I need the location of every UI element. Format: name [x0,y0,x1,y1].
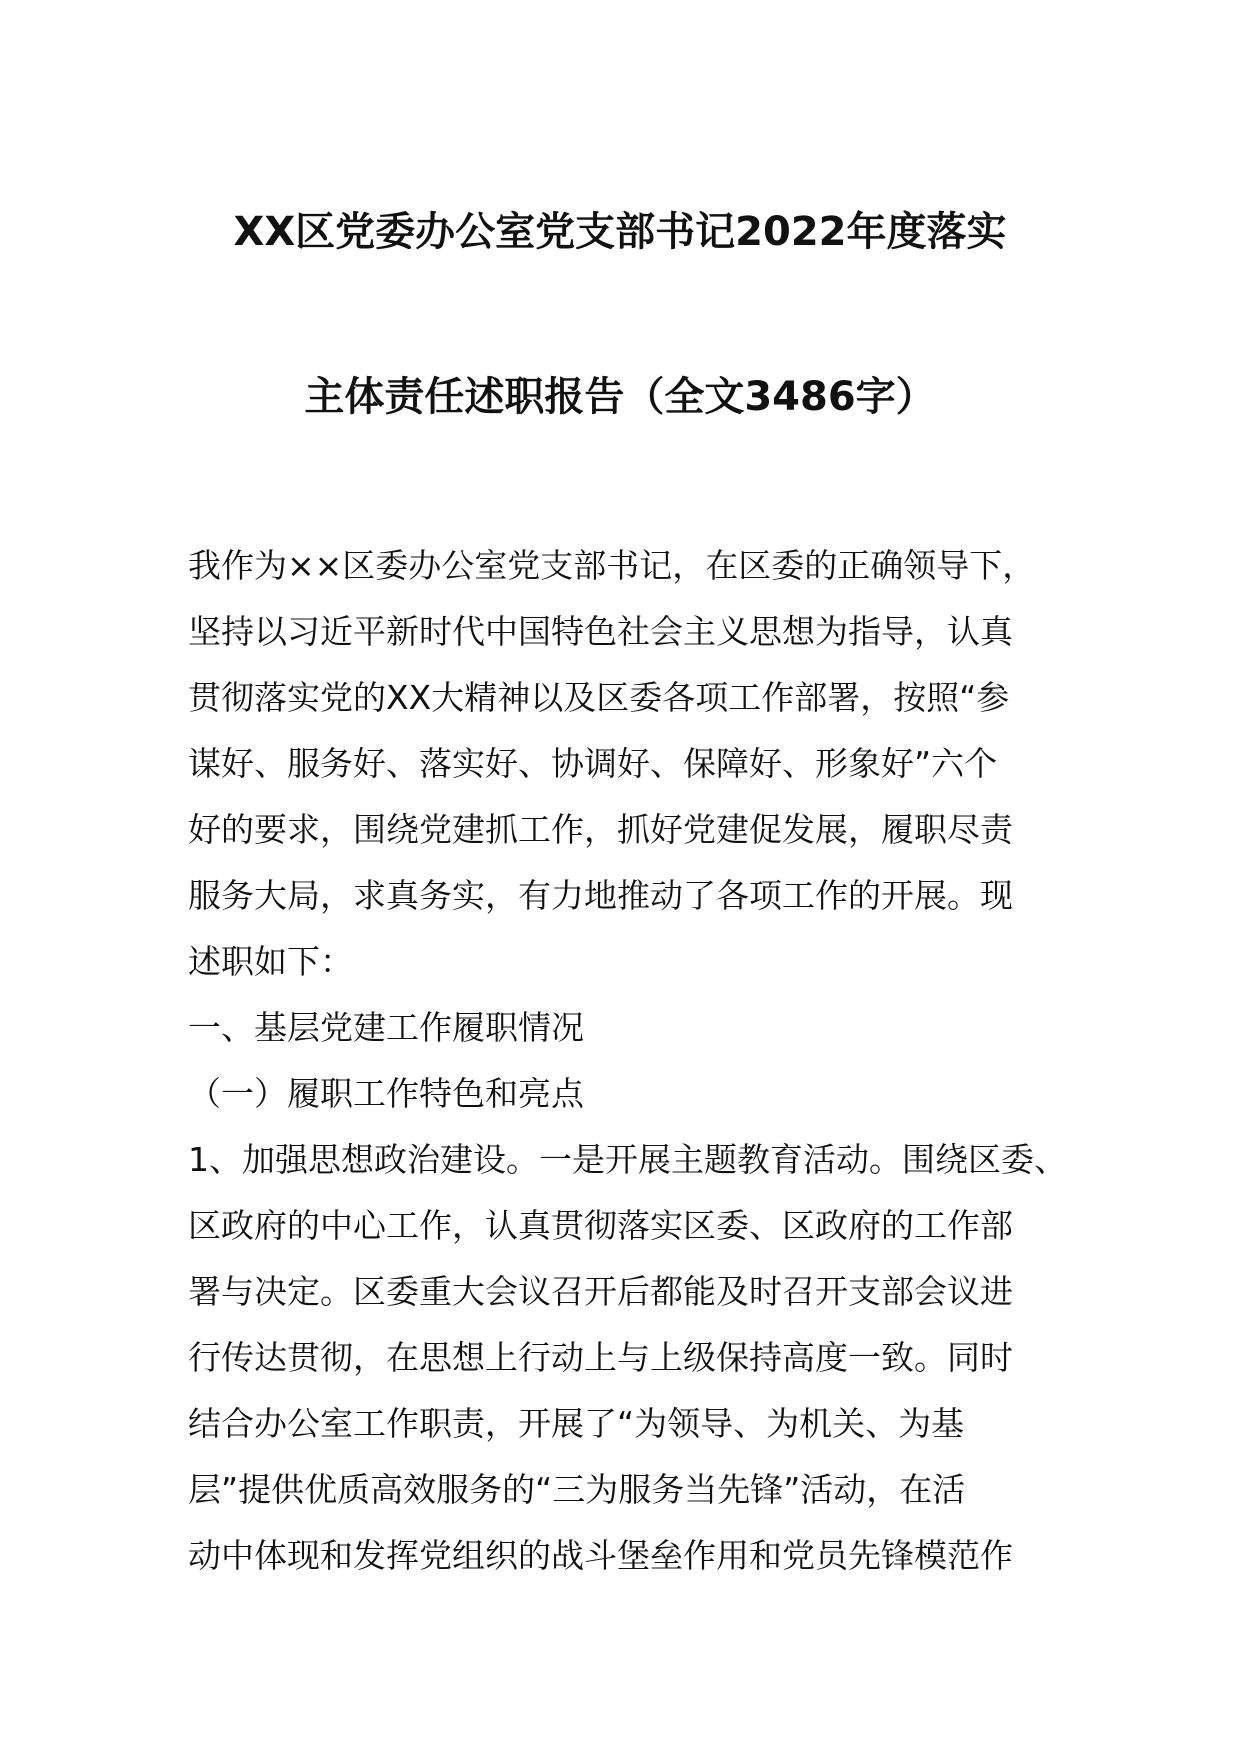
subsection-heading: （一）履职工作特色和亮点 [188,1074,584,1113]
body-text-line: 署与决定。区委重大会议召开后都能及时召开支部会议进 [188,1272,1013,1311]
body-text-line: 坚持以习近平新时代中国特色社会主义思想为指导，认真 [188,612,1013,651]
body-text-line: 好的要求，围绕党建抓工作，抓好党建促发展，履职尽责 [188,810,1013,849]
body-text-line: 结合办公室工作职责，开展了“为领导、为机关、为基 [188,1404,965,1443]
body-text-line: 服务大局，求真务实，有力地推动了各项工作的开展。现 [188,876,1013,915]
body-text-line: 行传达贯彻，在思想上行动上与上级保持高度一致。同时 [188,1338,1013,1377]
body-text-line: 层”提供优质高效服务的“三为服务当先锋”活动，在活 [188,1470,966,1509]
body-text-line: 述职如下： [188,942,353,981]
body-text-line: 1、加强思想政治建设。一是开展主题教育活动。围绕区委、 [188,1140,1067,1179]
document-title-line-1: XX区党委办公室党支部书记2022年度落实 [233,209,1007,255]
body-text-line: 我作为××区委办公室党支部书记，在区委的正确领导下， [188,546,1036,585]
document-title-line-2: 主体责任述职报告（全文3486字） [304,374,936,420]
body-text-line: 区政府的中心工作，认真贯彻落实区委、区政府的工作部 [188,1206,1013,1245]
body-text-line: 动中体现和发挥党组织的战斗堡垒作用和党员先锋模范作 [188,1536,1013,1575]
section-heading: 一、基层党建工作履职情况 [188,1008,584,1047]
body-text-line: 贯彻落实党的XX大精神以及区委各项工作部署，按照“参 [188,678,1010,717]
body-text-line: 谋好、服务好、落实好、协调好、保障好、形象好”六个 [188,744,998,783]
